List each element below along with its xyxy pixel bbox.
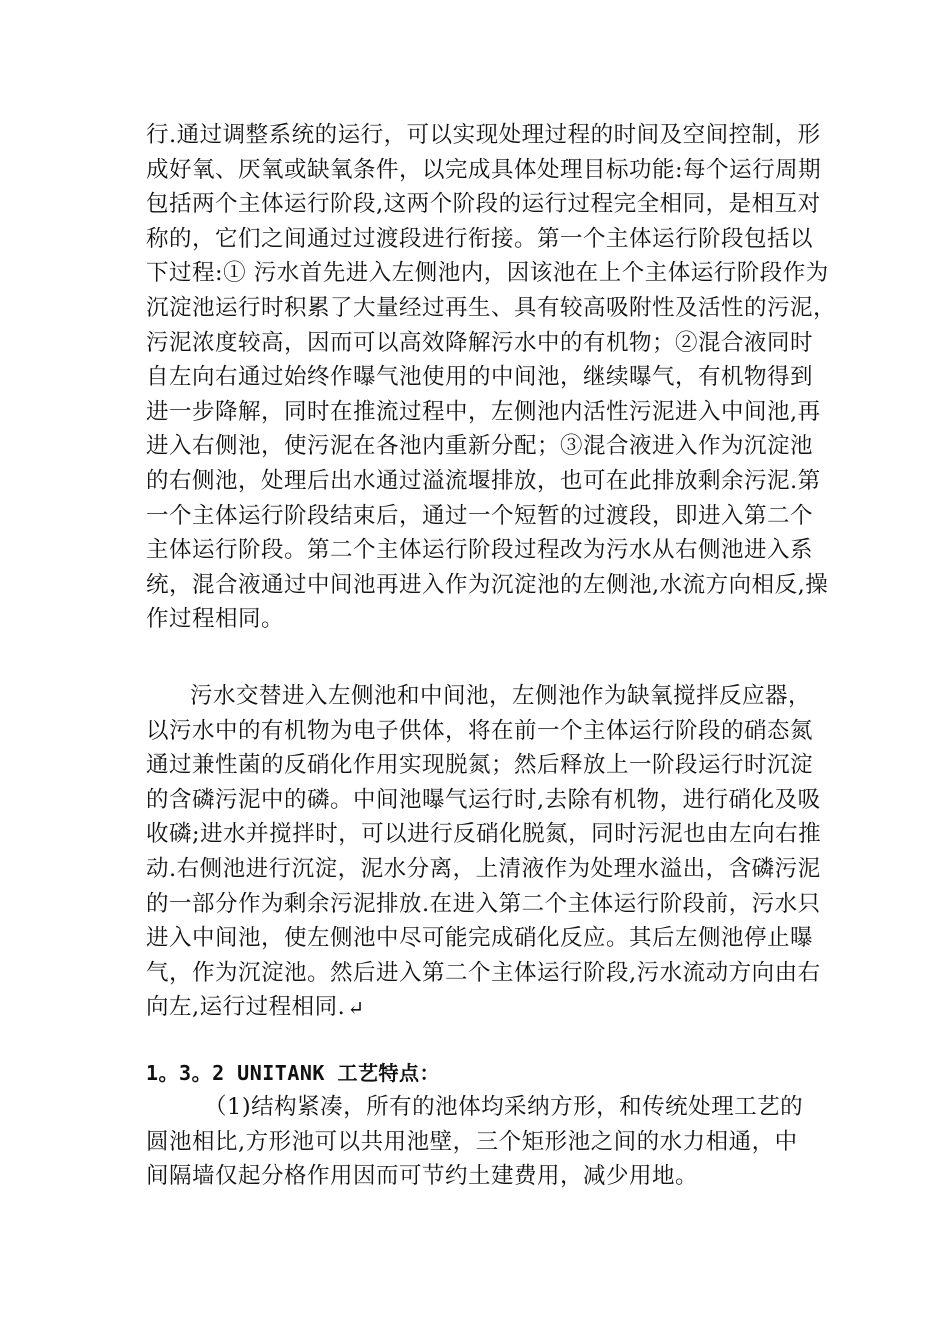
- text-line: 包括两个主体运行阶段,这两个阶段的运行过程完全相同，是相互对: [146, 191, 821, 218]
- text-line: 统，混合液通过中间池再进入作为沉淀池的左侧池,水流方向相反,操: [146, 571, 829, 598]
- text-line: 污泥浓度较高，因而可以高效降解污水中的有机物；②混合液同时: [146, 329, 814, 356]
- text-line: 的一部分作为剩余污泥排放.在进入第二个主体运行阶段前，污水只: [146, 890, 821, 917]
- text-line: 成好氧、厌氧或缺氧条件，以完成具体处理目标功能:每个运行周期: [146, 156, 822, 183]
- section-heading: 1。3。2 UNITANK 工艺特点：: [146, 1061, 440, 1085]
- text-line: 进入中间池，使左侧池中尽可能完成硝化反应。其后左侧池停止曝: [146, 925, 814, 952]
- text-line: 称的，它们之间通过过渡段进行衔接。第一个主体运行阶段包括以: [146, 225, 814, 252]
- text-line: 沉淀池运行时积累了大量经过再生、具有较高吸附性及活性的污泥，: [146, 294, 837, 321]
- text-line: 通过兼性菌的反硝化作用实现脱氮；然后释放上一阶段运行时沉淀: [146, 752, 814, 779]
- text-line: 的含磷污泥中的磷。中间池曝气运行时,去除有机物，进行硝化及吸: [146, 786, 821, 813]
- text-line: [146, 990, 826, 1025]
- text-line: （1)结构紧凑，所有的池体均采纳方形，和传统处理工艺的: [204, 1094, 804, 1120]
- paragraph-end-mark-icon: ↵: [347, 996, 365, 1021]
- text-line: 行.通过调整系统的运行，可以实现处理过程的时间及空间控制，形: [146, 122, 821, 148]
- text-line: 自左向右通过始终作曝气池使用的中间池，继续曝气，有机物得到: [146, 364, 814, 391]
- text-line: 污水交替进入左侧池和中间池，左侧池作为缺氧搅拌反应器，: [190, 683, 812, 709]
- text-line: 一个主体运行阶段结束后，通过一个短暂的过渡段，即进入第二个: [146, 502, 814, 529]
- text-line: 进入右侧池，使污泥在各池内重新分配；③混合液进入作为沉淀池: [146, 433, 814, 460]
- text-line: 作过程相同。: [146, 606, 285, 633]
- text-line: 间隔墙仅起分格作用因而可节约土建费用，减少用地。: [146, 1163, 699, 1190]
- text-line: 进一步降解，同时在推流过程中，左侧池内活性污泥进入中间池,再: [146, 398, 821, 425]
- text-line: 的右侧池，处理后出水通过溢流堰排放，也可在此排放剩余污泥.第: [146, 467, 821, 494]
- text-segment: 向左,运行过程相同.: [146, 994, 346, 1021]
- text-line: 圆池相比,方形池可以共用池壁，三个矩形池之间的水力相通，中: [146, 1128, 798, 1155]
- text-line: 气，作为沉淀池。然后进入第二个主体运行阶段,污水流动方向由右: [146, 959, 821, 986]
- text-line: 下过程:① 污水首先进入左侧池内，因该池在上个主体运行阶段作为: [146, 260, 829, 287]
- paragraph-structure-features: [146, 1090, 826, 1194]
- text-line: 收磷;进水并搅拌时，可以进行反硝化脱氮，同时污泥也由左向右推: [146, 821, 822, 848]
- text-line: 以污水中的有机物为电子供体，将在前一个主体运行阶段的硝态氮: [146, 717, 814, 744]
- text-line: 动.右侧池进行沉淀，泥水分离，上清液作为处理水溢出，含磷污泥: [146, 855, 821, 882]
- paragraph-process-description: [146, 118, 837, 637]
- text-line: 主体运行阶段。第二个主体运行阶段过程改为污水从右侧池进入系: [146, 537, 814, 564]
- paragraph-alternating-flow: [146, 679, 826, 1026]
